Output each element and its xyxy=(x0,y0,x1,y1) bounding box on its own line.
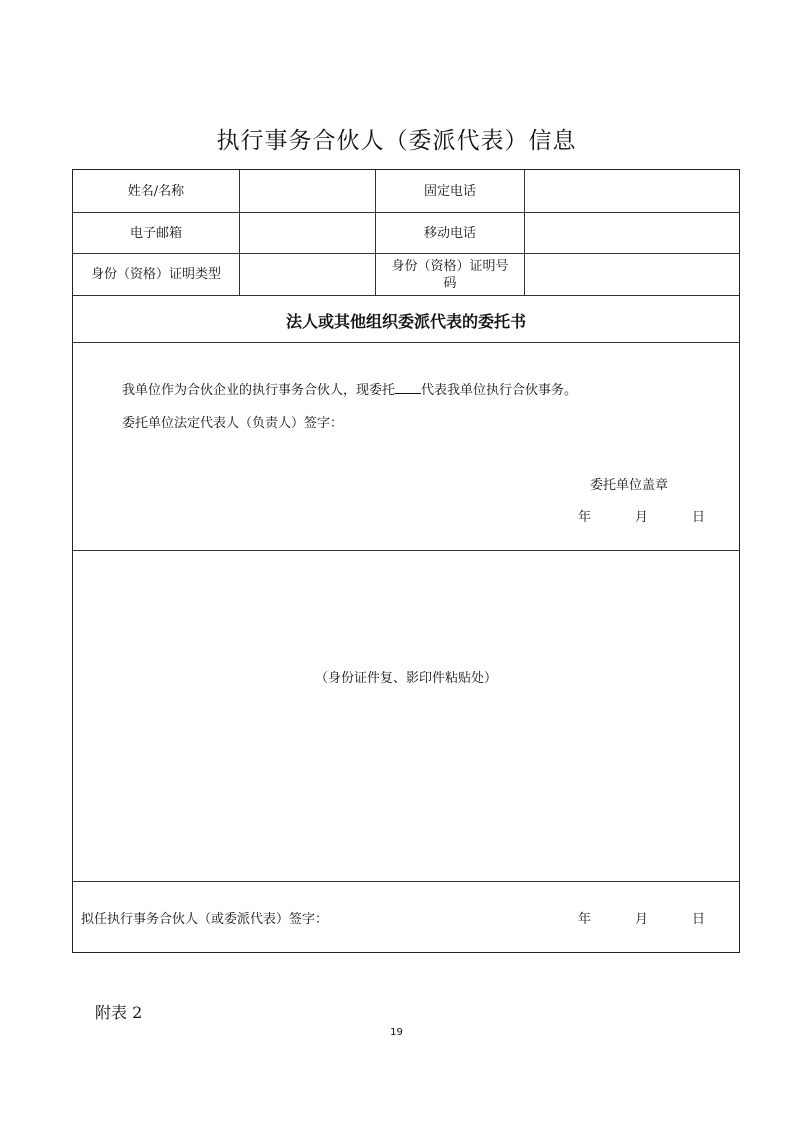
row-divider xyxy=(73,550,739,551)
date-day: 日 xyxy=(692,510,706,525)
date-year: 年 xyxy=(578,510,592,525)
mobile-input-cell[interactable] xyxy=(525,213,739,253)
label-id-number: 身份（资格）证明号码 xyxy=(391,258,509,291)
legal-rep-signature-label: 委托单位法定代表人（负责人）签字： xyxy=(122,416,344,431)
delegate-name-blank[interactable] xyxy=(395,381,421,394)
name-input-cell[interactable] xyxy=(240,170,375,212)
date-day: 日 xyxy=(692,912,706,927)
page-number: 19 xyxy=(390,1027,403,1038)
label-landline: 固定电话 xyxy=(423,183,476,199)
label-name: 姓名/名称 xyxy=(127,183,185,199)
bottom-signature-label: 拟任执行事务合伙人（或委派代表）签字： xyxy=(81,912,329,927)
form-table xyxy=(72,169,740,953)
label-id-type: 身份（资格）证明类型 xyxy=(90,267,221,282)
seal-label: 委托单位盖章 xyxy=(590,478,669,493)
id-paste-label: （身份证件复、影印件粘贴处） xyxy=(314,671,497,686)
page-title: 执行事务合伙人（委派代表）信息 xyxy=(216,128,577,154)
date-month: 月 xyxy=(635,510,649,525)
row-divider xyxy=(73,881,739,882)
date-year: 年 xyxy=(578,912,592,927)
row-divider xyxy=(73,295,739,296)
bottom-signature-date xyxy=(578,908,705,927)
label-email: 电子邮箱 xyxy=(129,225,182,241)
row-divider xyxy=(73,342,739,343)
authorization-statement xyxy=(122,379,577,398)
appendix-label: 附表 2 xyxy=(95,1003,143,1022)
authorization-text-before: 我单位作为合伙企业的执行事务合伙人，现委托 xyxy=(122,383,396,398)
date-month: 月 xyxy=(635,912,649,927)
authorization-date xyxy=(578,506,705,525)
landline-input-cell[interactable] xyxy=(525,170,739,212)
id-number-input-cell[interactable] xyxy=(525,254,739,295)
authorization-heading: 法人或其他组织委派代表的委托书 xyxy=(285,312,526,331)
label-mobile: 移动电话 xyxy=(423,225,476,241)
id-type-input-cell[interactable] xyxy=(240,254,375,295)
authorization-text-after: 代表我单位执行合伙事务。 xyxy=(421,383,578,398)
email-input-cell[interactable] xyxy=(240,213,375,253)
